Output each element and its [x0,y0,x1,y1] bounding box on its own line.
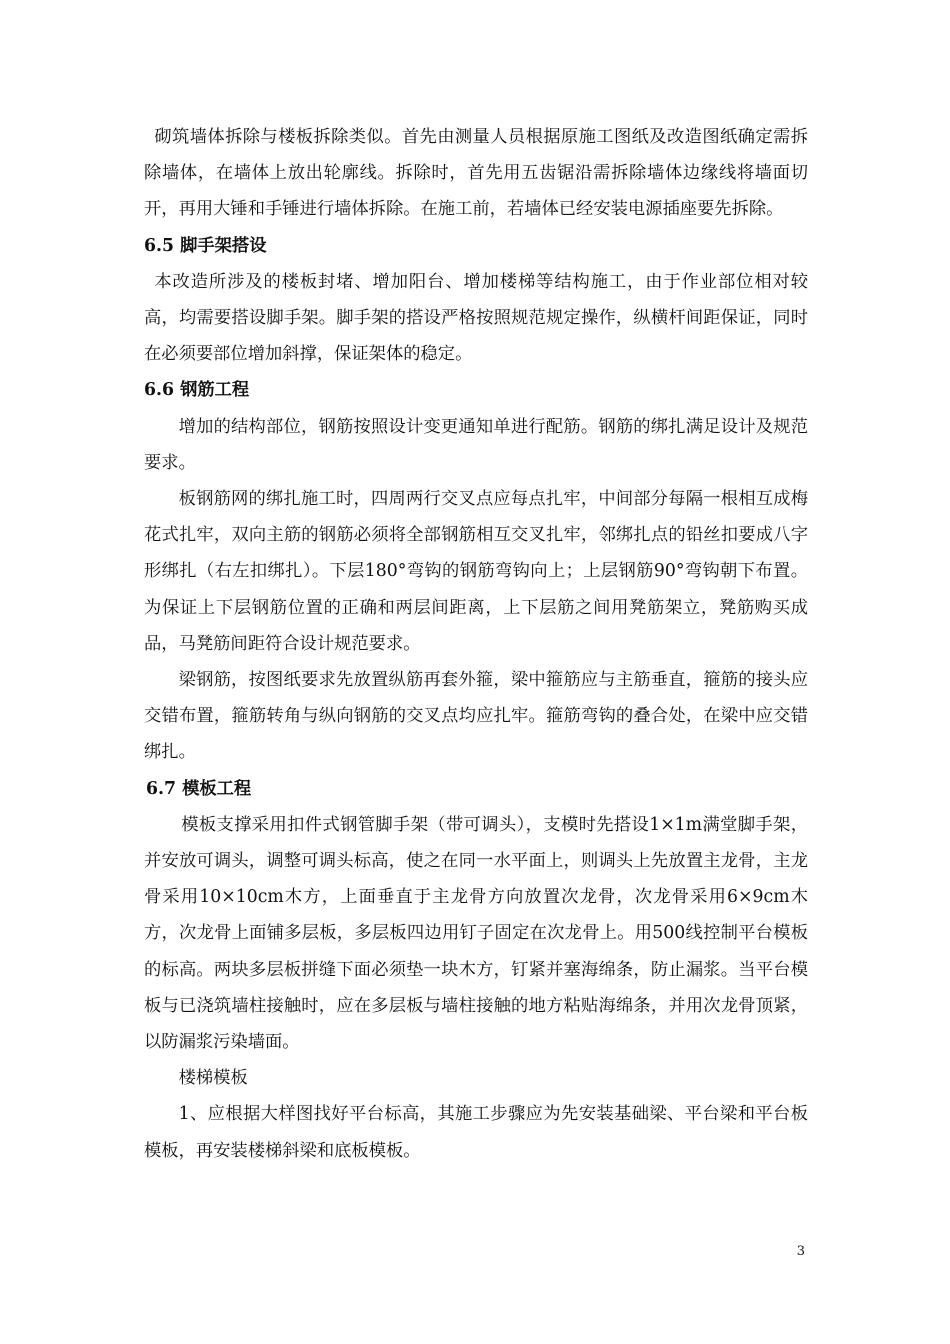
paragraph-scaffolding: 本改造所涉及的楼板封堵、增加阳台、增加楼梯等结构施工，由于作业部位相对较高，均需要搭设脚手架。脚手架的搭设严格按照规范规定操作，纵横杆间距保证，同时在必须要部位增加斜撑，保证架体的稳定。 [144,271,808,365]
paragraph-stair-step-1: 1、应根据大样图找好平台标高，其施工步骤应为先安装基础梁、平台梁和平台板模板，再安装楼梯斜梁和底板模板。 [144,1104,808,1161]
paragraph-rebar-intro: 增加的结构部位，钢筋按照设计变更通知单进行配筋。钢筋的绑扎满足设计及规范要求。 [144,416,808,473]
paragraph-beam-rebar: 梁钢筋，按图纸要求先放置纵筋再套外箍，梁中箍筋应与主筋垂直，箍筋的接头应交错布置，箍筋转角与纵向钢筋的交叉点均应扎牢。箍筋弯钩的叠合处，在梁中应交错绑扎。 [144,670,808,763]
paragraph-formwork: 模板支撑采用扣件式钢管脚手架（带可调头），支模时先搭设1×1m满堂脚手架，并安放可调头，调整可调头标高，使之在同一水平面上，则调头上先放置主龙骨，主龙骨采用10×10cm木方，上面垂直于主龙骨方向放置次龙骨，次龙骨采用6×9cm木方，次龙骨上面铺多层板，多层板四边用钉子固定在次龙骨上。用500线控制平台模板的标高。两块多层板拼缝下面必须垫一块木方，钉紧并塞海绵条，防止漏浆。当平台模板与已浇筑墙柱接触时，应在多层板与墙柱接触的地方粘贴海绵条，并用次龙骨顶紧，以防漏浆污染墙面。 [144,814,808,1053]
document-body [144,119,808,1169]
heading-6-7: 6.7 模板工程 [146,778,252,799]
paragraph-stair-formwork-title: 楼梯模板 [178,1068,248,1089]
page-number: 3 [796,1244,805,1259]
paragraph-slab-rebar: 板钢筋网的绑扎施工时，四周两行交叉点应每点扎牢，中间部分每隔一根相互成梅花式扎牢，双向主筋的钢筋必须将全部钢筋相互交叉扎牢，邻绑扎点的铅丝扣要成八字形绑扎（右左扣绑扎）。下层180°弯钩的钢筋弯钩向上；上层钢筋90°弯钩朝下布置。为保证上下层钢筋位置的正确和两层间距离，上下层筋之间用凳筋架立，凳筋购买成品，马凳筋间距符合设计规范要求。 [144,489,808,654]
heading-6-5: 6.5 脚手架搭设 [144,235,267,256]
paragraph-wall-demolition: 砌筑墙体拆除与楼板拆除类似。首先由测量人员根据原施工图纸及改造图纸确定需拆除墙体，在墙体上放出轮廓线。拆除时，首先用五齿锯沿需拆除墙体边缘线将墙面切开，再用大锤和手锤进行墙体拆除。在施工前，若墙体已经安装电源插座要先拆除。 [144,127,808,220]
heading-6-6: 6.6 钢筋工程 [144,380,250,401]
